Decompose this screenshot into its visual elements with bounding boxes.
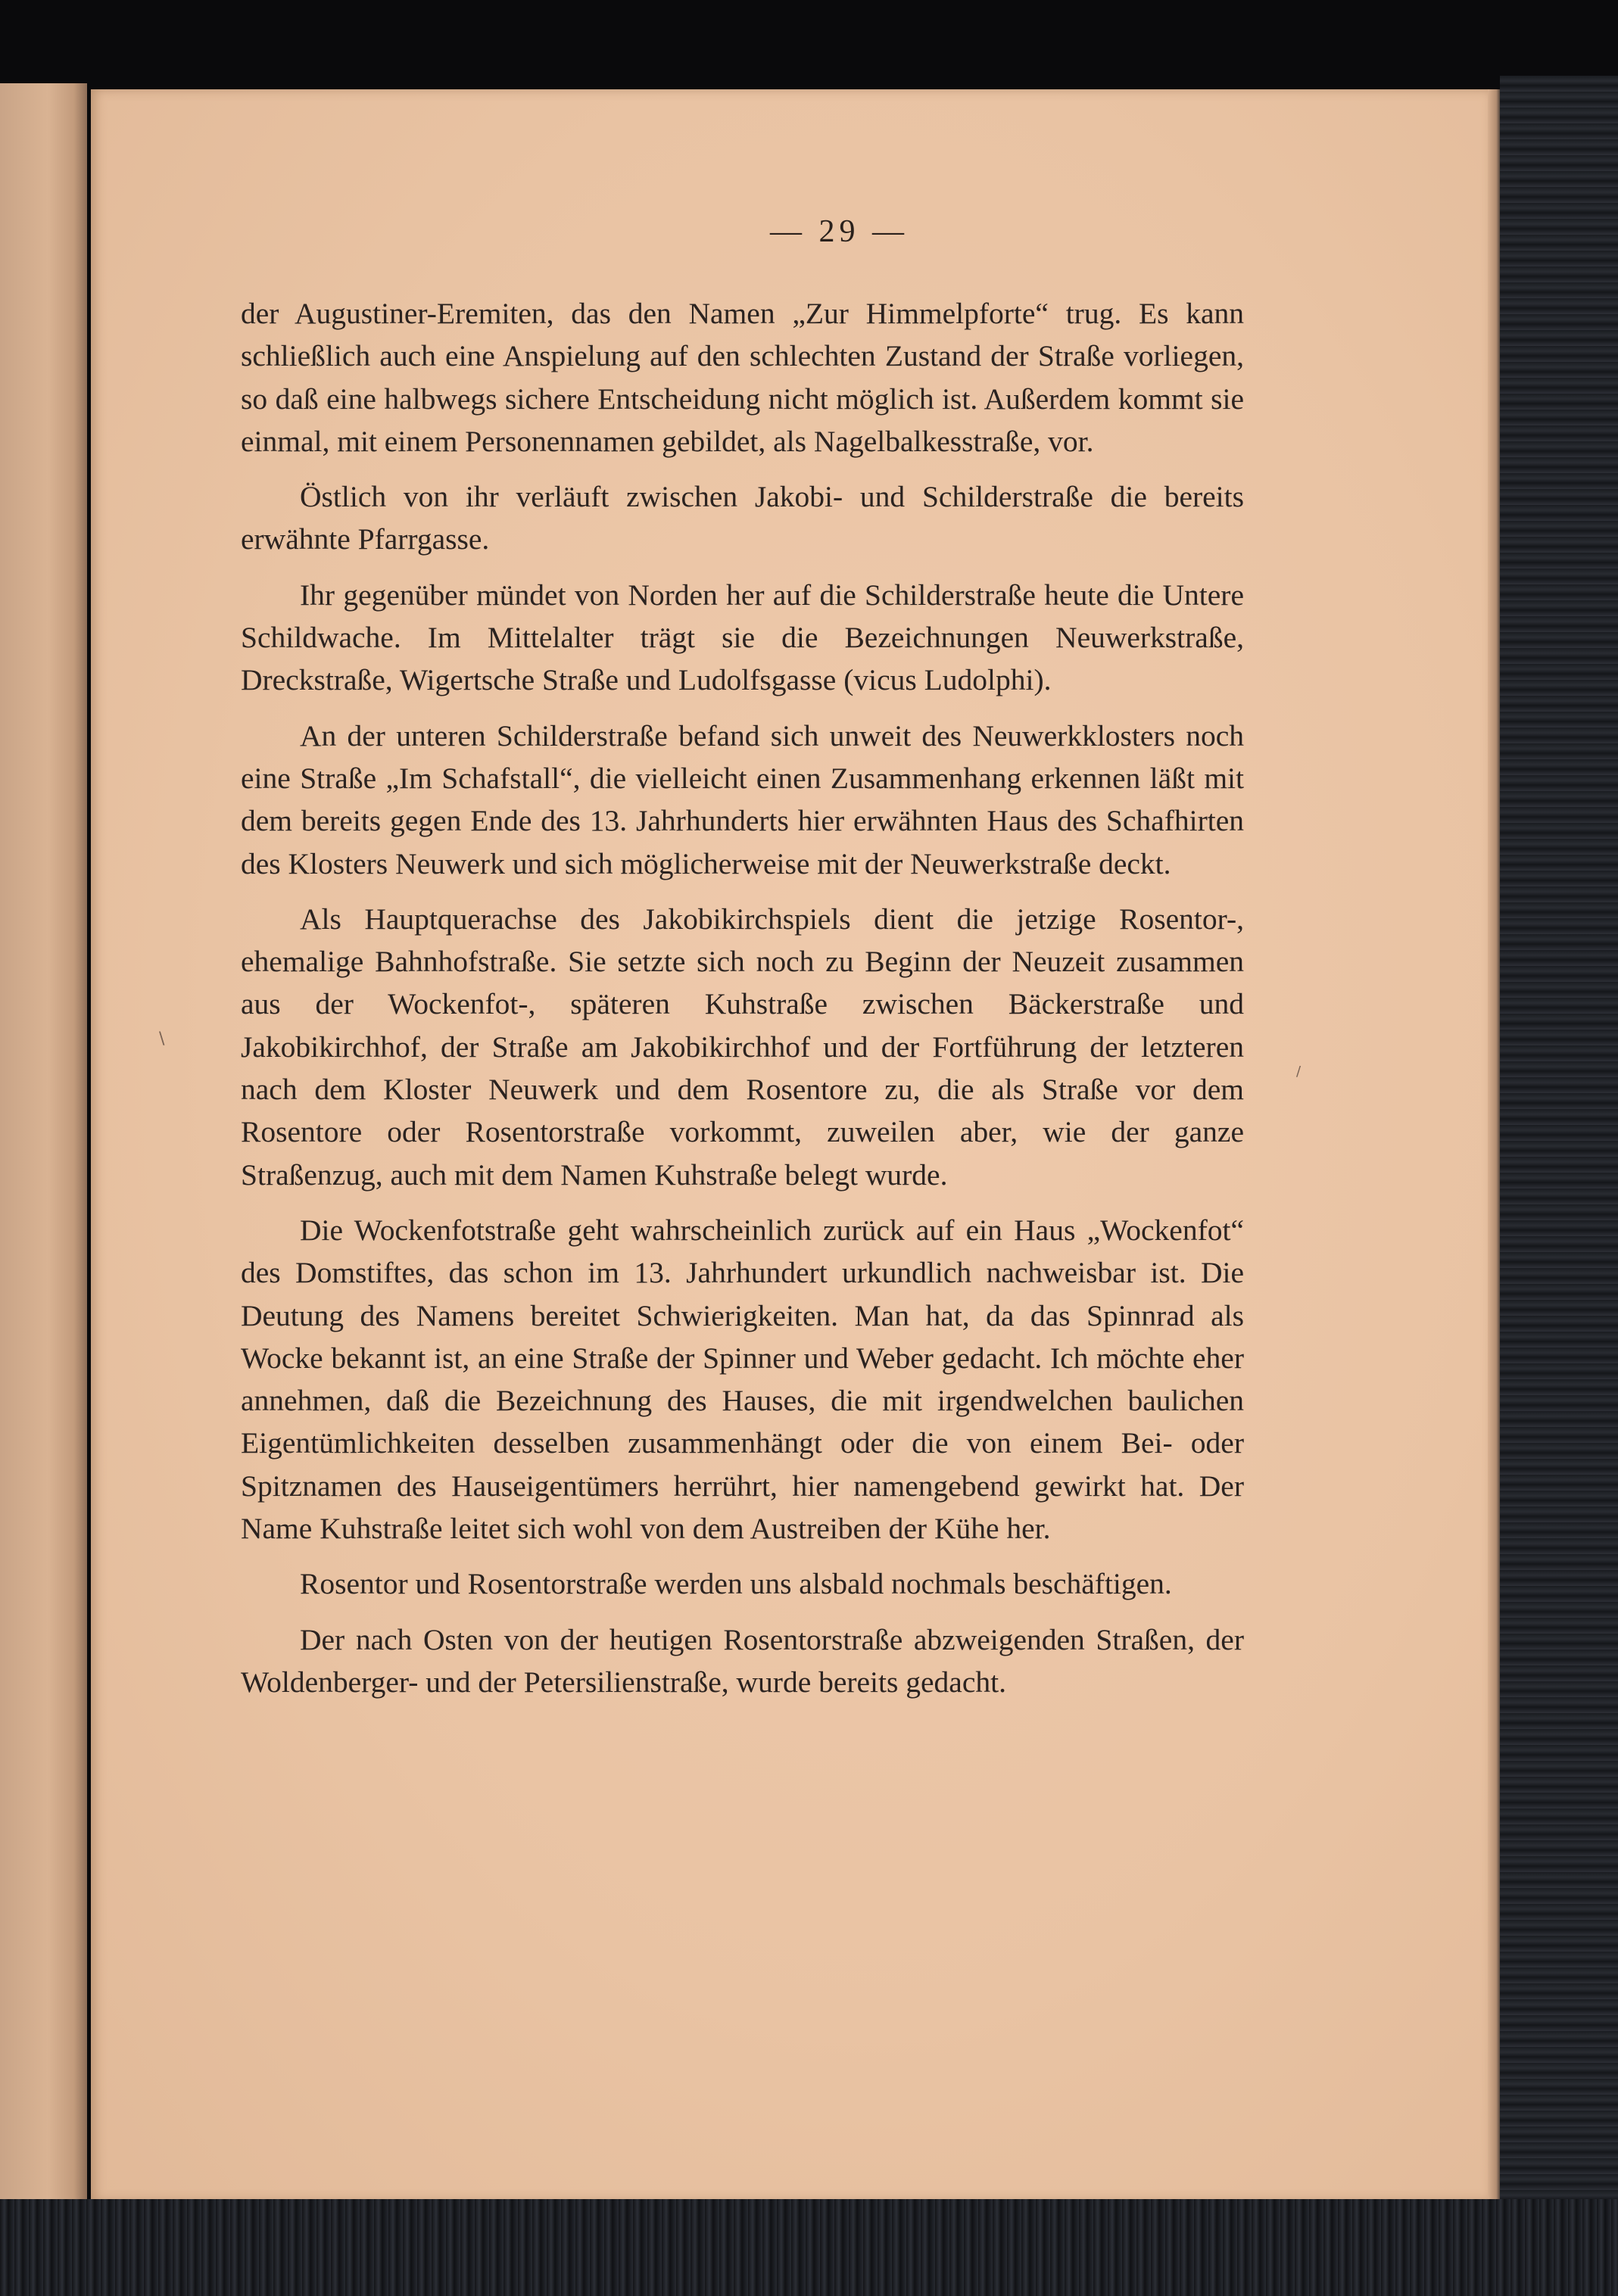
paragraph: Der nach Osten von der heutigen Rosentorstraße abzweigenden Straßen, der Woldenberger- und der Petersilienstraße, wurde bereits gedacht. — [241, 1622, 1244, 1699]
paragraph: Die Wockenfotstraße geht wahrscheinlich zurück auf ein Haus „Wockenfot“ des Domstiftes, das schon im 13. Jahrhundert urkundlich nachweisbar ist. Die Deutung des Namens bereitet Schwierigkeiten. Man hat, da das Spinnrad als Wocke bekannt ist, an eine Straße der Spinner und Weber gedacht. Ich möchte eher annehmen, daß die Bezeichnung des Hauses, die mit irgendwelchen baulichen Eigentümlichkeiten desselben zusammenhängt oder die von einem Bei- oder Spitznamen des Hauseigentümers herrührt, hier namengebend gewirkt hat. Der Name Kuhstraße leitet sich wohl von dem Austreiben der Kühe her. — [241, 1213, 1244, 1546]
page-number: — 29 — — [770, 214, 909, 249]
cover-binding-right — [1500, 76, 1618, 2226]
paragraph: Rosentor und Rosentorstraße werden uns alsbald nochmals beschäftigen. — [300, 1567, 1172, 1601]
cover-binding-bottom — [0, 2199, 1618, 2296]
paragraph: der Augustiner-Eremiten, das den Namen „Zur Himmelpforte“ trug. Es kann schließlich auch eine Anspielung auf den schlechten Zustand der Straße vorliegen, so daß eine halbwegs sichere Entscheidung nicht möglich ist. Außerdem kommt sie einmal, mit einem Personennamen gebildet, als Nagelbalkesstraße, vor. — [241, 297, 1244, 458]
paragraph: An der unteren Schilderstraße befand sich unweit des Neuwerkklosters noch eine Straße „Im Schafstall“, die vielleicht einen Zusammenhang erkennen läßt mit dem bereits gegen Ende des 13. Jahrhunderts hier erwähnten Haus des Schafhirten des Klosters Neuwerk und sich möglicherweise mit der Neuwerkstraße deckt. — [241, 718, 1244, 880]
paragraph: Östlich von ihr verläuft zwischen Jakobi- und Schilderstraße die bereits erwähnte Pfarrgasse. — [241, 480, 1244, 556]
paragraph: Ihr gegenüber mündet von Norden her auf die Schilderstraße heute die Untere Schildwache. Im Mittelalter trägt sie die Bezeichnungen Neuwerkstraße, Dreckstraße, Wigertsche Straße und Ludolfsgasse (vicus Ludolphi). — [241, 578, 1244, 697]
body-text — [241, 292, 1244, 1716]
facing-page-edge — [0, 83, 87, 2226]
page-fore-edge — [1488, 89, 1500, 2201]
pencil-mark: / — [1296, 1064, 1302, 1079]
paragraph: Als Hauptquerachse des Jakobikirchspiels dient die jetzige Rosentor-, ehemalige Bahnhofstraße. Sie setzte sich noch zu Beginn der Neuzeit zusammen aus der Wockenfot-, späteren Kuhstraße zwischen Bäckerstraße und Jakobikirchhof, der Straße am Jakobikirchhof und der Fortführung der letzteren nach dem Kloster Neuwerk und dem Rosentore zu, die als Straße vor dem Rosentore oder Rosentorstraße vorkommt, zuweilen aber, wie der ganze Straßenzug, auch mit dem Namen Kuhstraße belegt wurde. — [241, 902, 1244, 1192]
pencil-mark: \ — [159, 1030, 165, 1048]
